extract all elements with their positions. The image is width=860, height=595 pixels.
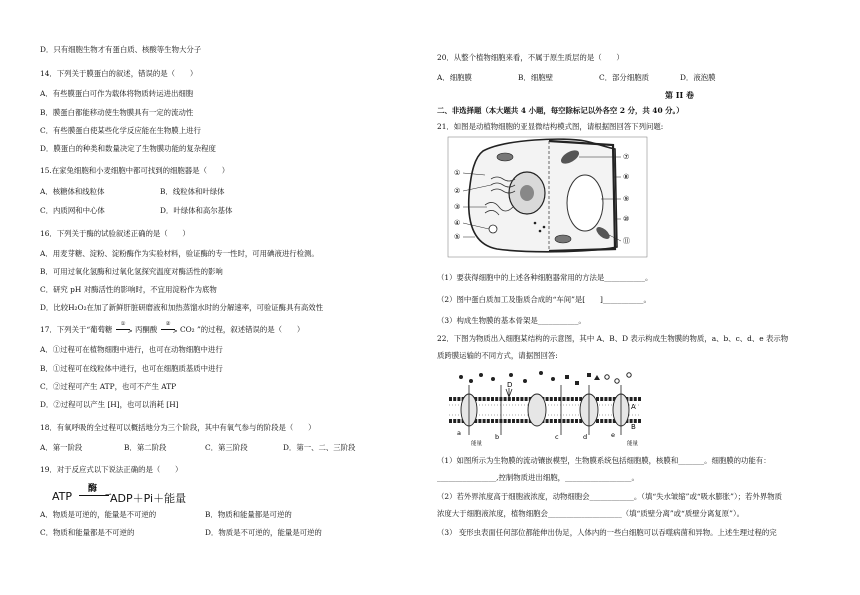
q17-step-1: ① <box>120 321 126 327</box>
energy-label-2: 能量 <box>627 441 639 447</box>
q17-stem <box>40 321 305 335</box>
q16-option-b: B．可用过氧化氢酶和过氧化氢探究温度对酶活性的影响 <box>40 267 223 276</box>
mitochondrion <box>497 153 513 161</box>
q19-option-d: D．物质是不可逆的，能量是可逆的 <box>205 528 322 537</box>
q22-stem-line1: 22．下图为物质出入细胞某结构的示意图，其中 A、B、D 表示构成生物膜的物质，a、b、c、d、e 表示物 <box>437 334 789 343</box>
label-3: ③ <box>454 203 461 211</box>
q15-option-c: C．内质网和中心体 <box>40 206 105 215</box>
label-B: B <box>631 423 636 431</box>
q14-option-d: D．膜蛋白的种类和数量决定了生物膜功能的复杂程度 <box>40 144 216 153</box>
q17-arrow-2: ② > <box>160 325 178 335</box>
q17-option-b: B．①过程可在线粒体中进行，也可在细胞质基质中进行 <box>40 364 223 373</box>
glycocalyx <box>506 388 512 397</box>
membrane-proteins <box>461 394 629 426</box>
cell-diagram <box>445 135 650 259</box>
q22-sub2-line1: （2）若外界浓度高于细胞液浓度，动物细胞会____________。（填“失水皱缩”或“吸水膨胀”）；若外界物质 <box>437 492 782 501</box>
q19-option-c: C．物质和能量都是不可逆的 <box>40 528 135 537</box>
eq-enzyme: 酶 <box>88 484 98 494</box>
energy-label-1: 能量 <box>471 441 483 447</box>
label-d: d <box>583 433 588 441</box>
label-9: ⑨ <box>623 195 630 203</box>
q14-option-a: A．有些膜蛋白可作为载体将物质转运进出细胞 <box>40 89 194 98</box>
q14-stem: 14．下列关于膜蛋白的叙述，错误的是（ ） <box>40 69 198 78</box>
q17-stem-pre: 17．下列关于“葡萄糖 <box>40 325 113 334</box>
extracellular-particles <box>459 371 631 385</box>
q20-stem: 20．从整个植物细胞来看，不属于原生质层的是（ ） <box>437 53 624 62</box>
q14-option-b: B．膜蛋白都能移动使生物膜具有一定的流动性 <box>40 108 194 117</box>
vacuole <box>567 175 603 231</box>
q17-stem-post: ”的过程，叙述错误的是（ ） <box>196 325 305 334</box>
q20-option-d: D．液泡膜 <box>680 73 716 82</box>
q17-mid: 丙酮酸 <box>135 325 158 334</box>
q22-sub1-line1: （1）如图所示为生物膜的流动镶嵌模型，生物膜系统包括细胞膜，核膜和_______。细胞膜的功能有： <box>437 456 771 465</box>
label-4: ④ <box>454 219 461 227</box>
q22-stem-line2: 质跨膜运输的不同方式，请据图回答: <box>437 351 558 360</box>
q17-product: CO₂ <box>179 325 195 334</box>
q16-option-a: A．用麦芽糖、淀粉、淀粉酶作为实验材料，验证酶的专一性时，可用碘液进行检测。 <box>40 249 319 258</box>
q17-option-d: D．②过程可以产生 [H]，也可以消耗 [H] <box>40 400 179 409</box>
membrane-diagram <box>441 369 646 447</box>
q17-arrow-1: ① > <box>115 325 133 335</box>
mitochondrion <box>555 235 571 243</box>
q13-option-d: D．只有细胞生物才有蛋白质、核酸等生物大分子 <box>40 45 202 54</box>
q20-option-b: B．细胞壁 <box>518 73 553 82</box>
q19-stem: 19．对于反应式以下说法正确的是（ ） <box>40 465 183 474</box>
label-a: a <box>457 429 461 437</box>
q19-equation <box>52 484 222 504</box>
label-11: ⑪ <box>623 237 630 245</box>
q16-option-c: C．研究 pH 对酶活性的影响时，不宜用淀粉作为底物 <box>40 285 217 294</box>
q15-option-a: A．核糖体和线粒体 <box>40 187 105 196</box>
label-7: ⑦ <box>623 153 630 161</box>
q18-stem: 18．有氧呼吸的全过程可以概括地分为三个阶段，其中有氧气参与的阶段是（ ） <box>40 423 316 432</box>
q18-option-b: B．第二阶段 <box>124 443 167 452</box>
q21-stem: 21．如图是动植物细胞的亚显微结构模式图，请根据图回答下列问题: <box>437 122 664 131</box>
q17-option-a: A．①过程可在植物细胞中进行，也可在动物细胞中进行 <box>40 345 223 354</box>
label-10: ⑩ <box>623 215 630 223</box>
label-5: ⑤ <box>454 233 461 241</box>
eq-arrowhead: ⇀ <box>105 490 112 499</box>
q21-sub2: （2）图中蛋白质加工及脂质合成的“车间”是[ ]___________。 <box>437 295 651 304</box>
q22-sub1-line2: ________________,控制物质进出细胞，__________________。 <box>437 473 639 482</box>
label-1: ① <box>454 169 461 177</box>
nucleolus <box>520 185 534 201</box>
q21-sub3: （3）构成生物膜的基本骨架是___________。 <box>437 316 586 325</box>
q21-sub1: （1）要获得细胞中的上述各种细胞器常用的方法是___________。 <box>437 273 653 282</box>
label-b: b <box>495 433 500 441</box>
q15-stem: 15.在家兔细胞和小麦细胞中都可找到的细胞器是（ ） <box>40 166 230 175</box>
label-c: c <box>555 433 559 441</box>
q19-option-b: B．物质和能量都是可逆的 <box>205 510 292 519</box>
label-2: ② <box>454 187 461 195</box>
q18-option-c: C．第三阶段 <box>205 443 248 452</box>
label-D: D <box>507 381 513 389</box>
q17-step-2: ② <box>165 321 171 327</box>
label-e: e <box>611 431 615 439</box>
q18-option-d: D．第一、二、三阶段 <box>283 443 356 452</box>
q14-option-c: C．有些膜蛋白使某些化学反应能在生物膜上进行 <box>40 126 201 135</box>
q16-stem: 16．下列关于酶的试验叙述正确的是（ ） <box>40 229 190 238</box>
q15-option-d: D．叶绿体和高尔基体 <box>160 206 233 215</box>
q15-option-b: B．线粒体和叶绿体 <box>160 187 225 196</box>
section-title: 二、非选择题（本大题共 4 小题，每空除标记以外各空 2 分，共 40 分。） <box>437 106 684 115</box>
q20-option-c: C．部分细胞质 <box>599 73 649 82</box>
eq-atp: ATP <box>52 490 73 503</box>
eq-products: ADP＋Pi＋能量 <box>110 492 187 505</box>
q19-option-a: A．物质是可逆的，能量是不可逆的 <box>40 510 157 519</box>
lysosome <box>489 225 497 233</box>
q17-option-c: C．②过程可产生 ATP，也可不产生 ATP <box>40 382 177 391</box>
label-A: A <box>631 403 636 411</box>
q18-option-a: A．第一阶段 <box>40 443 83 452</box>
q22-sub2-line2: 浓度大于细胞液浓度，植物细胞会____________________（填“质壁分离”或“质壁分离复原”）。 <box>437 509 745 518</box>
q20-option-a: A．细胞膜 <box>437 73 472 82</box>
q16-option-d: D．比较H₂O₂在加了新鲜肝脏研磨液和加热蒸馏水时的分解速率，可验证酶具有高效性 <box>40 303 324 312</box>
volume-title: 第 II 卷 <box>665 90 695 100</box>
q22-sub3: （3） 变形虫表面任何部位都能伸出伪足，人体内的一些白细胞可以吞噬病菌和异物。上述生理过程的完 <box>437 528 777 537</box>
label-8: ⑧ <box>623 173 630 181</box>
